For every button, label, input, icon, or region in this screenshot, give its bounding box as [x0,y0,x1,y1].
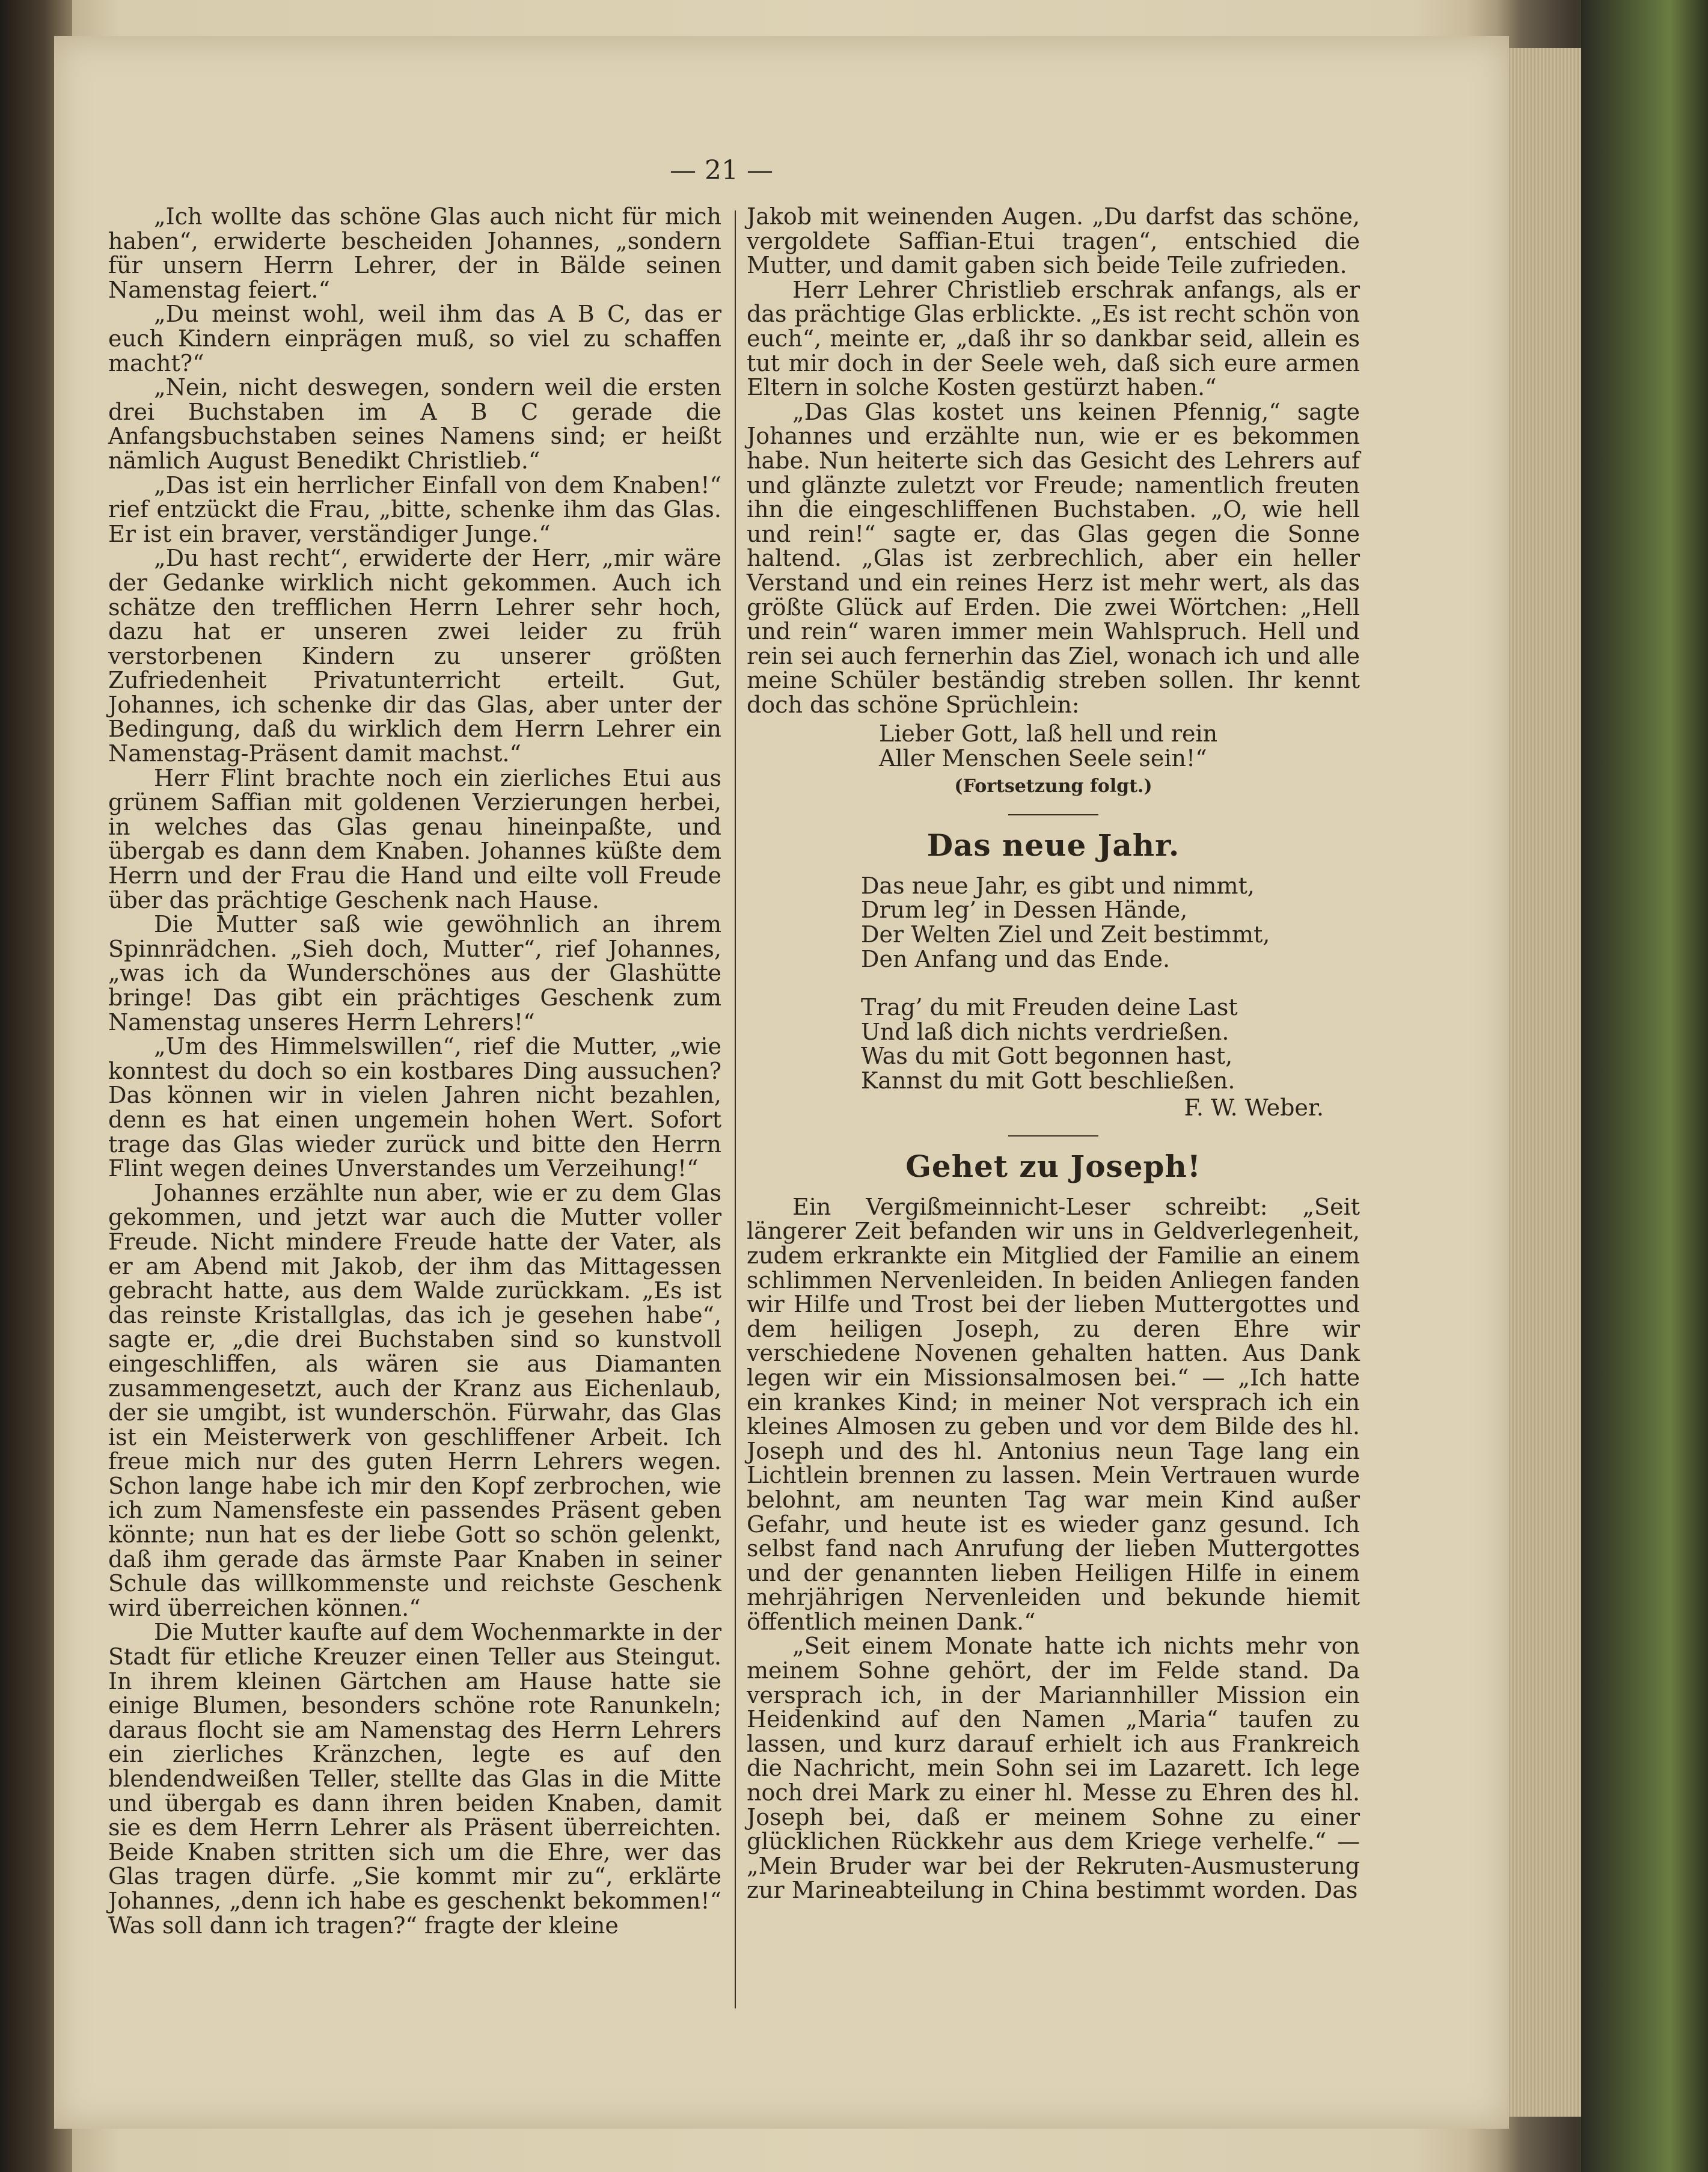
poem-line: Der Welten Ziel und Zeit bestimmt, [861,921,1270,948]
poem-title: Das neue Jahr. [926,827,1180,864]
paragraph: Ein Vergißmeinnicht-Leser schreibt: „Seit längerer Zeit befanden wir uns in Geldverlegenheit, zudem erkrankte ein Mitglied der Familie an einem schlimmen Nervenleiden. In beiden Anliegen fanden wir Hilfe und Trost bei der lieben Muttergottes und dem heiligen Joseph, zu deren Ehre wir verschiedene Novenen gehalten hatten. Aus Dank legen wir ein Missionsalmosen bei.“ — „Ich hatte ein krankes Kind; in meiner Not versprach ich ein kleines Almosen zu geben und vor dem Bilde des hl. Joseph und des hl. Antonius neun Tage lang ein Lichtlein brennen zu lassen. Mein Vertrauen wurde belohnt, am neunten Tag war mein Kind außer Gefahr, und heute ist es wieder ganz gesund. Ich selbst fand nach Anrufung der lieben Muttergottes und der genannten lieben Heiligen Hilfe in einem mehrjährigen Nervenleiden und bekunde hiemit öffentlich meinen Dank.“ [747,1193,1360,1635]
poem [861,874,1360,1093]
continued-note: (Fortsetzung folgt.) [954,775,1152,797]
poem-line: Kannst du mit Gott beschließen. [861,1067,1235,1094]
page-number: — 21 — [670,155,773,186]
paragraph: „Das Glas kostet uns keinen Pfennig,“ sagte Johannes und erzählte nun, wie er es bekommen habe. Nun heiterte sich das Gesicht des Lehrers auf und glänzte zuletzt vor Freude; namentlich freuten ihn die eingeschliffenen Buchstaben. „O, wie hell und rein!“ sagte er, das Glas gegen die Sonne haltend. „Glas ist zerbrechlich, aber ein heller Verstand und ein reines Herz ist mehr wert, als das größte Glück auf Erden. Die zwei Wörtchen: „Hell und rein“ waren immer mein Wahlspruch. Hell und rein sei auch fernerhin das Ziel, wonach ich und alle meine Schüler beständig streben sollen. Ihr kennt doch das schöne Sprüchlein: [747,398,1360,718]
poem-stanza [861,995,1360,1093]
left-column [108,204,721,1937]
paragraph: Johannes erzählte nun aber, wie er zu dem Glas gekommen, und jetzt war auch die Mutter voller Freude. Nicht mindere Freude hatte der Vater, als er am Abend mit Jakob, der ihm das Mittagessen gebracht hatte, aus dem Walde zurückkam. „Es ist das reinste Kristallglas, das ich je gesehen habe“, sagte er, „die drei Buchstaben sind so kunstvoll eingeschliffen, als wären sie aus Diamanten zusammengesetzt, auch der Kranz aus Eichenlaub, der sie umgibt, ist wunderschön. Fürwahr, das Glas ist ein Meisterwerk von geschliffener Arbeit. Ich freue mich nur des guten Herrn Lehrers wegen. Schon lange habe ich mir den Kopf zerbrochen, wie ich zum Namensfeste ein passendes Präsent geben könnte; nun hat es der liebe Gott so schön gelenkt, daß ihm gerade das ärmste Paar Knaben in seiner Schule das willkommenste und reichste Geschenk wird überreichen können.“ [108,1179,721,1621]
column-divider [735,210,736,2008]
paragraph: Die Mutter saß wie gewöhnlich an ihrem Spinnrädchen. „Sieh doch, Mutter“, rief Johannes, „was ich da Wunderschönes aus der Glashütte bringe! Das gibt ein prächtiges Geschenk zum Namenstag unseres Herrn Lehrers!“ [108,911,721,1035]
right-column [747,204,1360,1903]
poem-line: Den Anfang und das Ende. [861,945,1171,972]
verse-line: Aller Menschen Seele sein!“ [879,745,1207,772]
verse-line: Lieber Gott, laß hell und rein [879,720,1218,747]
paragraph: Jakob mit weinenden Augen. „Du darfst das schöne, vergoldete Saffian-Etui tragen“, entschied die Mutter, und damit gaben sich beide Teile zufrieden. [747,203,1360,279]
paragraph: „Um des Himmelswillen“, rief die Mutter, „wie konntest du doch so ein kostbares Ding aussuchen? Das können wir in vielen Jahren nicht bezahlen, denn es hat einen ungemein hohen Wert. Sofort trage das Glas wieder zurück und bitte den Herrn Flint wegen deines Unverstandes um Verzeihung!“ [108,1033,721,1182]
paragraph: „Seit einem Monate hatte ich nichts mehr von meinem Sohne gehört, der im Felde stand. Da versprach ich, in der Mariannhiller Mission ein Heidenkind auf den Namen „Maria“ taufen zu lassen, und kurz darauf erhielt ich aus Frankreich die Nachricht, mein Sohn sei im Lazarett. Ich lege noch drei Mark zu einer hl. Messe zu Ehren des hl. Joseph bei, daß er meinem Sohne zu einer glücklichen Rückkehr aus dem Kriege verhelfe.“ — „Mein Bruder war bei der Rekruten-Ausmusterung zur Marineabteilung in China bestimmt worden. Das [747,1633,1360,1904]
poem-author: F. W. Weber. [1184,1094,1324,1121]
poem-line: Und laß dich nichts verdrießen. [861,1018,1229,1045]
paragraph: Herr Flint brachte noch ein zierliches Etui aus grünem Saffian mit goldenen Verzierungen herbei, in welches das Glas genau hineinpaßte, und übergab es dann dem Knaben. Johannes küßte dem Herrn und der Frau die Hand und eilte voll Freude über das prächtige Geschenk nach Hause. [108,764,721,913]
section-separator [1008,1135,1098,1137]
paragraph: Herr Lehrer Christlieb erschrak anfangs, als er das prächtige Glas erblickte. „Es ist recht schön von euch“, meinte er, „daß ihr so dankbar seid, allein es tut mir doch in der Seele weh, daß sich eure armen Eltern in solche Kosten gestürzt haben.“ [747,276,1360,401]
poem-line: Trag’ du mit Freuden deine Last [861,994,1238,1021]
book-cover-right [1581,0,1708,2172]
poem-line: Drum leg’ in Dessen Hände, [861,897,1188,924]
paragraph: Die Mutter kaufte auf dem Wochenmarkte in der Stadt für etliche Kreuzer einen Teller aus Steingut. In ihrem kleinen Gärtchen am Hause hatte sie einige Blumen, besonders schöne rote Ranunkeln; daraus flocht sie am Namenstag des Herrn Lehrers ein zierliches Kränzchen, legte es auf den blendendweißen Teller, stellte das Glas in die Mitte und übergab es dann ihren beiden Knaben, damit sie es dem Herrn Lehrer als Präsent überreichten. Beide Knaben stritten sich um die Ehre, wer das Glas tragen dürfe. „Sie kommt mir zu“, erklärte Johannes, „denn ich habe es geschenkt bekommen!“ Was soll dann ich tragen?“ fragte der kleine [108,1619,721,1939]
section-separator [1008,814,1098,815]
paragraph: „Ich wollte das schöne Glas auch nicht für mich haben“, erwiderte bescheiden Johannes, „sondern für unsern Herrn Lehrer, der in Bälde seinen Namenstag feiert.“ [108,203,721,303]
paragraph: „Du meinst wohl, weil ihm das A B C, das er euch Kindern einprägen muß, so viel zu schaffen macht?“ [108,301,721,376]
article-title: Gehet zu Joseph! [905,1149,1201,1185]
poem-line: Das neue Jahr, es gibt und nimmt, [861,872,1255,899]
poem-stanza [861,874,1360,971]
paragraph: „Du hast recht“, erwiderte der Herr, „mir wäre der Gedanke wirklich nicht gekommen. Auch ich schätze den trefflichen Herrn Lehrer sehr hoch, dazu hat er unseren zwei leider zu früh verstorbenen Kindern zu unserer größten Zufriedenheit Privatunterricht erteilt. Gut, Johannes, ich schenke dir das Glas, aber unter der Bedingung, daß du wirklich dem Herrn Lehrer ein Namenstag-Präsent damit machst.“ [108,545,721,767]
verse [879,722,1360,770]
poem-line: Was du mit Gott begonnen hast, [861,1043,1233,1070]
paragraph: „Das ist ein herrlicher Einfall von dem Knaben!“ rief entzückt die Frau, „bitte, schenke ihm das Glas. Er ist ein braver, verständiger Junge.“ [108,471,721,547]
paragraph: „Nein, nicht deswegen, sondern weil die ersten drei Buchstaben im A B C gerade die Anfangsbuchstaben seines Namens sind; er heißt nämlich August Benedikt Christlieb.“ [108,374,721,474]
